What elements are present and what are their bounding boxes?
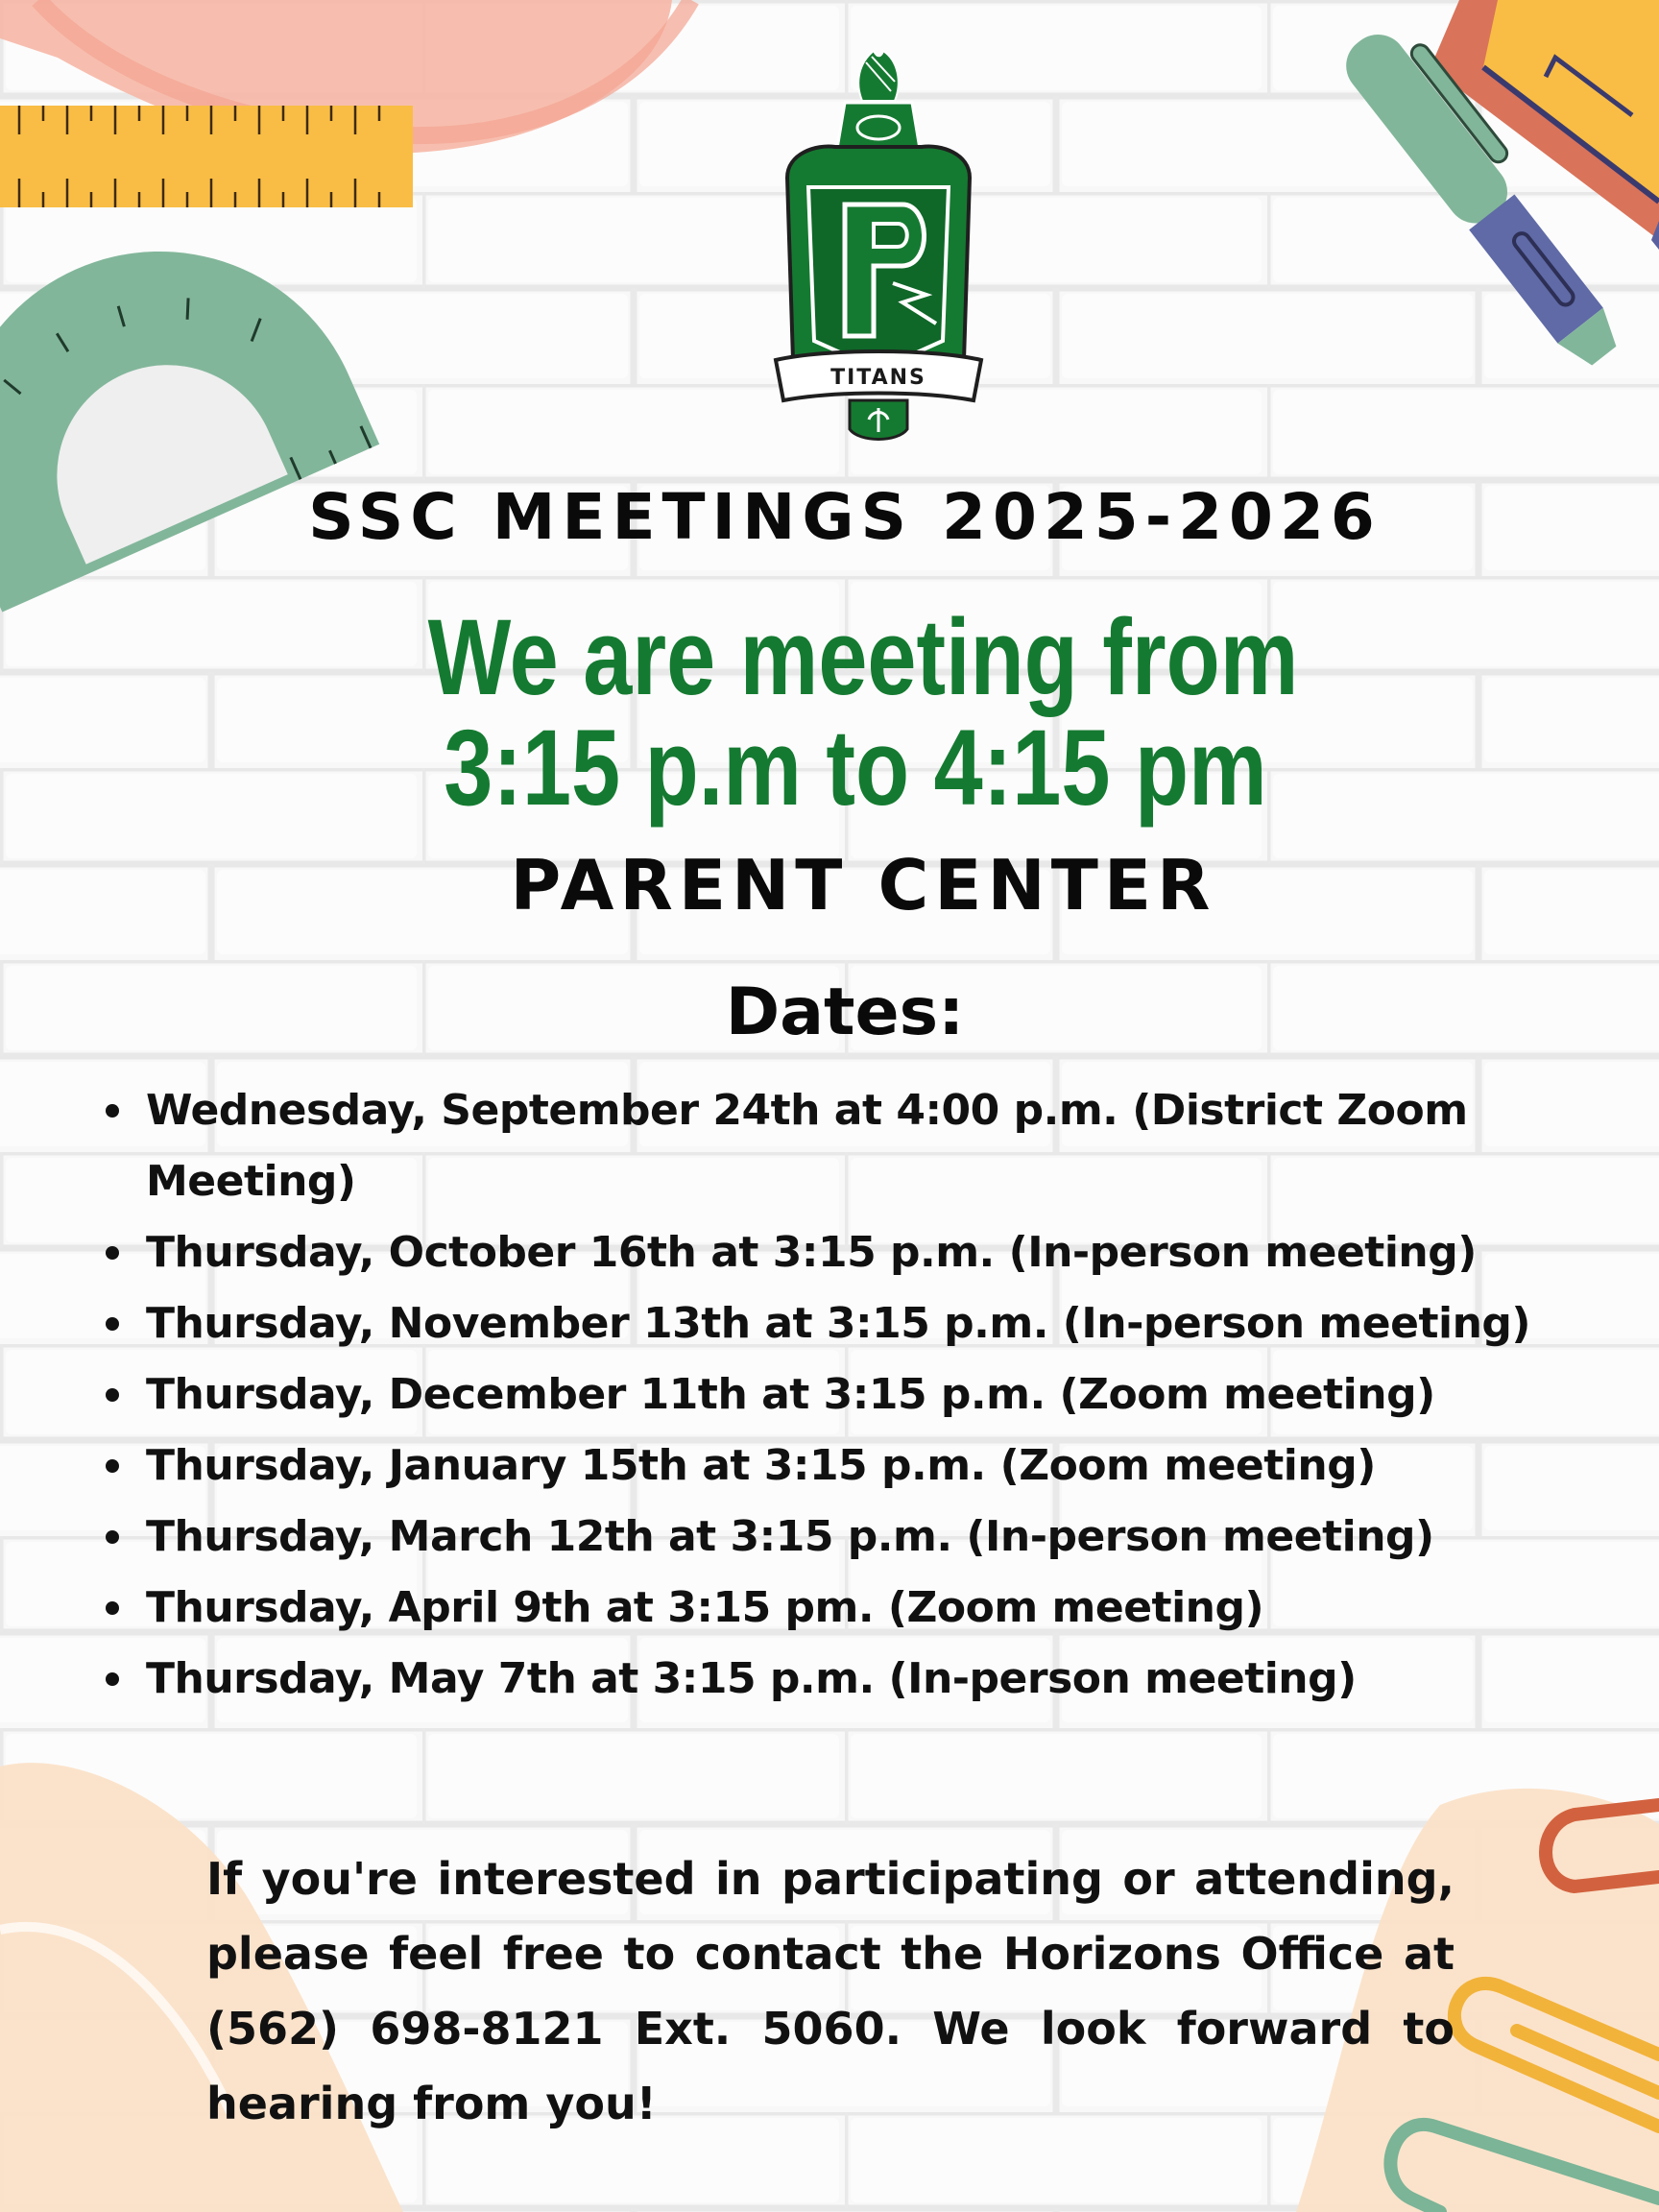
contact-paragraph: If you're interested in participating or attending, please feel free to contact the Horizons Office at (562) 698-8121 Ext. 5060. We look forward to hearing from you! <box>206 1853 1455 2129</box>
date-text: Thursday, January 15th at 3:15 p.m. (Zoom meeting) <box>146 1441 1376 1490</box>
page-title: SSC MEETINGS 2025-2026 <box>308 480 1382 554</box>
list-item <box>106 1502 1642 1573</box>
list-item <box>106 1217 1642 1288</box>
list-item <box>106 1573 1642 1644</box>
meeting-time-range: 3:15 p.m to 4:15 pm <box>444 708 1267 828</box>
crest-banner-text: TITANS <box>830 366 926 390</box>
bullet-icon <box>106 1530 119 1544</box>
dates-list <box>106 1075 1642 1715</box>
ruler-icon <box>0 106 413 207</box>
bullet-icon <box>106 1459 119 1473</box>
bullet-icon <box>106 1317 119 1331</box>
date-text: Thursday, October 16th at 3:15 p.m. (In-person meeting) <box>146 1228 1477 1277</box>
bullet-icon <box>106 1388 119 1402</box>
date-text: Thursday, April 9th at 3:15 pm. (Zoom meeting) <box>146 1583 1264 1632</box>
bullet-icon <box>106 1672 119 1686</box>
list-item <box>106 1075 1605 1217</box>
list-item <box>106 1359 1642 1431</box>
bullet-icon <box>106 1104 119 1118</box>
bullet-icon <box>106 1601 119 1615</box>
meeting-time-intro: We are meeting from <box>427 597 1299 717</box>
date-text: Wednesday, September 24th at 4:00 p.m. (District Zoom Meeting) <box>146 1086 1468 1206</box>
list-item <box>106 1288 1642 1359</box>
bullet-icon <box>106 1246 119 1260</box>
list-item <box>106 1644 1642 1715</box>
date-text: Thursday, May 7th at 3:15 p.m. (In-person meeting) <box>146 1654 1357 1703</box>
date-text: Thursday, December 11th at 3:15 p.m. (Zoom meeting) <box>146 1370 1435 1419</box>
date-text: Thursday, March 12th at 3:15 p.m. (In-person meeting) <box>146 1512 1434 1561</box>
meeting-location: PARENT CENTER <box>510 845 1216 926</box>
list-item <box>106 1431 1642 1502</box>
dates-heading: Dates: <box>725 974 965 1050</box>
school-crest-logo <box>758 43 998 446</box>
date-text: Thursday, November 13th at 3:15 p.m. (In-person meeting) <box>146 1299 1531 1348</box>
